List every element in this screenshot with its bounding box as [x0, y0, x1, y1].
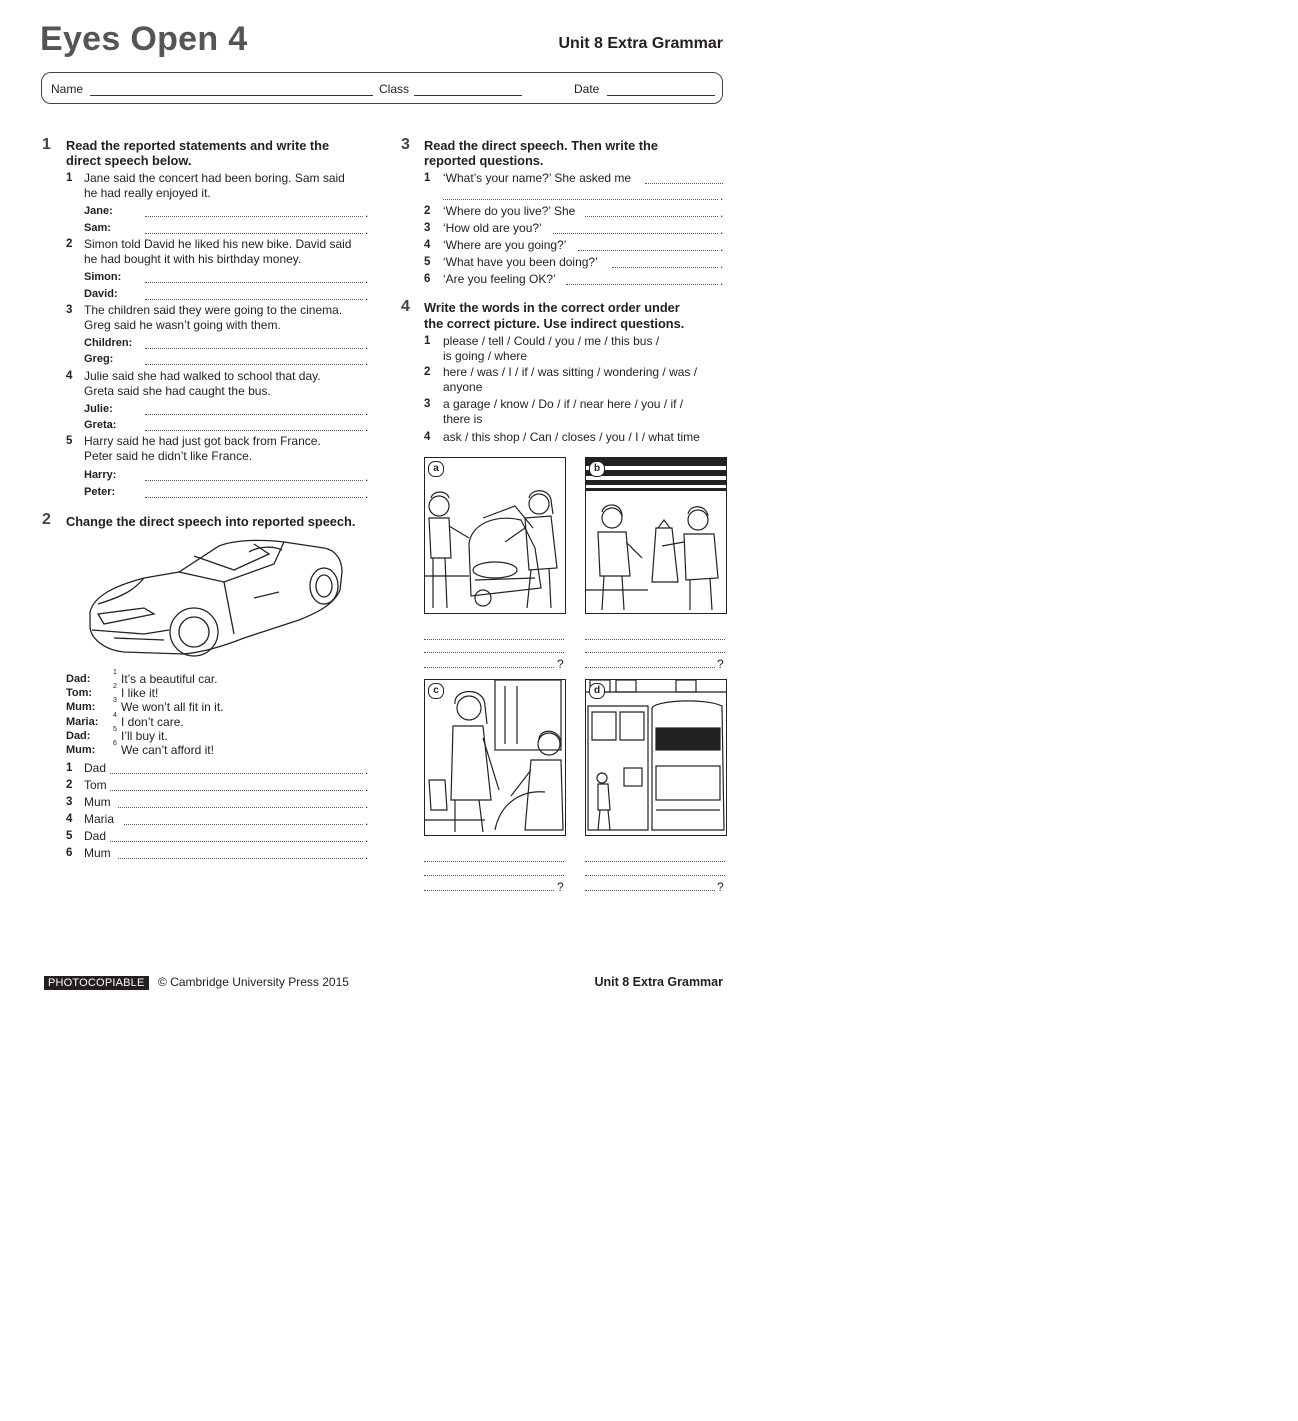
dialogue-speaker: Tom: — [66, 687, 93, 699]
exercise-3-title-line2: reported questions. — [424, 153, 544, 168]
ex1-item-number: 1 — [66, 172, 73, 184]
ex1-speaker: Sam: — [84, 222, 111, 234]
ex2-answer-number: 1 — [66, 762, 73, 774]
dialogue-line: I like it! — [121, 686, 159, 700]
ex1-speaker: Children: — [84, 337, 133, 349]
ex1-item-text: Jane said the concert had been boring. Sam said — [84, 171, 345, 185]
ex3-item-number: 1 — [424, 172, 431, 184]
ex1-answer-line[interactable] — [145, 414, 363, 415]
ex1-item-number: 5 — [66, 435, 73, 447]
exercise-2-number: 2 — [42, 511, 51, 528]
picture-c-answer-line[interactable] — [424, 875, 564, 876]
ex1-answer-line[interactable] — [145, 233, 363, 234]
ex3-item-text: ‘What’s your name?’ She asked me — [443, 171, 632, 185]
picture-a-answer-line[interactable] — [424, 667, 554, 668]
ex4-item-text: a garage / know / Do / if / near here / you / if / — [443, 397, 684, 411]
ex1-item-number: 4 — [66, 370, 73, 382]
ex1-item-text: Julie said she had walked to school that day. — [84, 369, 321, 383]
class-field[interactable] — [414, 95, 522, 96]
picture-d-answer-line[interactable] — [585, 890, 715, 891]
ex1-item-text: he had really enjoyed it. — [84, 186, 211, 200]
ex1-answer-line[interactable] — [145, 282, 363, 283]
exercise-1-title-line2: direct speech below. — [66, 153, 192, 168]
ex2-answer-name: Tom — [84, 778, 107, 792]
ex1-speaker: Greg: — [84, 353, 114, 365]
dialogue-ref-number: 4 — [113, 712, 117, 719]
ex4-item-number: 3 — [424, 398, 431, 410]
ex1-answer-line[interactable] — [145, 348, 363, 349]
ex1-item-text: he had bought it with his birthday money. — [84, 252, 302, 266]
ex2-answer-number: 5 — [66, 830, 73, 842]
exercise-4-title-line1: Write the words in the correct order under — [424, 300, 680, 315]
ex1-speaker: Harry: — [84, 469, 117, 481]
ex2-answer-line[interactable] — [118, 858, 363, 859]
photocopiable-tag: PHOTOCOPIABLE — [44, 976, 149, 990]
ex2-answer-name: Mum — [84, 846, 111, 860]
ex1-speaker: Jane: — [84, 205, 113, 217]
name-class-date-bar — [41, 72, 723, 104]
dialogue-line: We can’t afford it! — [121, 743, 214, 757]
picture-c-label: c — [428, 683, 444, 699]
exercise-2-title: Change the direct speech into reported speech. — [66, 514, 356, 529]
ex3-answer-line[interactable] — [553, 233, 718, 234]
exercise-3-title-line1: Read the direct speech. Then write the — [424, 138, 658, 153]
picture-b-answer-line[interactable] — [585, 639, 725, 640]
unit-title: Unit 8 Extra Grammar — [558, 35, 723, 52]
picture-b-answer-line[interactable] — [585, 667, 715, 668]
dialogue-ref-number: 5 — [113, 726, 117, 733]
exercise-1-title-line1: Read the reported statements and write the — [66, 138, 330, 153]
ex3-item-number: 3 — [424, 222, 431, 234]
ex2-answer-name: Dad — [84, 761, 107, 775]
ex3-item-number: 4 — [424, 239, 431, 251]
dialogue-speaker: Dad: — [66, 673, 91, 685]
ex3-item-number: 6 — [424, 273, 431, 285]
question-mark: ? — [717, 880, 724, 894]
picture-d-answer-line[interactable] — [585, 861, 725, 862]
ex3-item-number: 5 — [424, 256, 431, 268]
exercise-1-number: 1 — [42, 136, 51, 153]
picture-a-answer-line[interactable] — [424, 652, 564, 653]
dialogue-line: We won’t all fit in it. — [121, 700, 224, 714]
picture-b-shop — [585, 457, 727, 614]
brand-title: Eyes Open 4 — [40, 20, 248, 58]
ex2-answer-name: Mum — [84, 795, 111, 809]
dialogue-ref-number: 3 — [113, 697, 117, 704]
ex3-answer-line[interactable] — [585, 216, 718, 217]
ex1-item-number: 2 — [66, 238, 73, 250]
ex2-answer-line[interactable] — [118, 807, 363, 808]
ex3-item-text: ‘Where are you going?’ — [443, 238, 567, 252]
ex2-answer-number: 4 — [66, 813, 73, 825]
dialogue-speaker: Mum: — [66, 744, 96, 756]
picture-a-mechanic — [424, 457, 566, 614]
ex2-answer-number: 2 — [66, 779, 73, 791]
ex3-item-text: ‘How old are you?’ — [443, 221, 542, 235]
ex3-item-number: 2 — [424, 205, 431, 217]
exercise-4-title-line2: the correct picture. Use indirect questions. — [424, 316, 685, 331]
date-label: Date — [574, 82, 600, 96]
dialogue-ref-number: 6 — [113, 740, 117, 747]
ex2-answer-name: Maria — [84, 812, 115, 826]
bus-route-number: 518 — [1283, 1411, 1298, 1421]
ex2-answer-number: 6 — [66, 847, 73, 859]
footer-unit-title: Unit 8 Extra Grammar — [594, 975, 723, 989]
picture-c-cinema — [424, 679, 566, 836]
ex4-item-text: there is — [443, 412, 483, 426]
copyright-text: © Cambridge University Press 2015 — [158, 975, 349, 989]
ex4-item-number: 2 — [424, 366, 431, 378]
sports-car-illustration — [84, 534, 346, 662]
question-mark: ? — [557, 880, 564, 894]
ex1-answer-line[interactable] — [145, 216, 363, 217]
dialogue-line: I’ll buy it. — [121, 729, 168, 743]
ex1-item-text: Peter said he didn’t like France. — [84, 449, 253, 463]
ex1-speaker: Simon: — [84, 271, 122, 283]
exercise-3-number: 3 — [401, 136, 410, 153]
ex2-answer-number: 3 — [66, 796, 73, 808]
picture-a-answer-line[interactable] — [424, 639, 564, 640]
ex1-item-text: The children said they were going to the cinema. — [84, 303, 343, 317]
picture-d-label: d — [589, 683, 605, 699]
ex1-speaker: Peter: — [84, 486, 116, 498]
ex1-answer-line[interactable] — [145, 480, 363, 481]
dialogue-speaker: Dad: — [66, 730, 91, 742]
ex4-item-text: ask / this shop / Can / closes / you / I / what time — [443, 430, 700, 444]
exercise-4-number: 4 — [401, 298, 410, 315]
name-label: Name — [51, 82, 84, 96]
ex4-item-text: is going / where — [443, 349, 528, 363]
ex1-item-text: Greg said he wasn’t going with them. — [84, 318, 281, 332]
class-label: Class — [379, 82, 410, 96]
ex1-answer-line[interactable] — [145, 497, 363, 498]
ex4-item-text: here / was / I / if / was sitting / wondering / was / — [443, 365, 698, 379]
ex3-answer-line[interactable] — [645, 183, 723, 184]
dialogue-line: I don’t care. — [121, 715, 184, 729]
ex3-item-text: ‘Are you feeling OK?’ — [443, 272, 556, 286]
ex4-item-number: 4 — [424, 431, 431, 443]
picture-b-label: b — [589, 461, 605, 477]
picture-c-answer-line[interactable] — [424, 861, 564, 862]
ex1-item-number: 3 — [66, 304, 73, 316]
dialogue-speaker: Mum: — [66, 701, 96, 713]
dialogue-ref-number: 2 — [113, 683, 117, 690]
picture-c-answer-line[interactable] — [424, 890, 554, 891]
picture-d-answer-line[interactable] — [585, 875, 725, 876]
ex2-answer-line[interactable] — [110, 790, 363, 791]
name-field[interactable] — [90, 95, 373, 96]
ex4-item-text: anyone — [443, 380, 483, 394]
ex1-item-text: Simon told David he liked his new bike. David said — [84, 237, 352, 251]
ex2-answer-line[interactable] — [110, 773, 363, 774]
ex3-item-text: ‘What have you been doing?’ — [443, 255, 598, 269]
picture-a-label: a — [428, 461, 444, 477]
ex1-answer-line[interactable] — [145, 299, 363, 300]
ex4-item-number: 1 — [424, 335, 431, 347]
ex1-speaker: David: — [84, 288, 118, 300]
dialogue-speaker: Maria: — [66, 716, 99, 728]
ex2-answer-line[interactable] — [124, 824, 363, 825]
ex1-speaker: Greta: — [84, 419, 117, 431]
ex3-answer-line[interactable] — [578, 250, 718, 251]
ex2-answer-name: Dad — [84, 829, 107, 843]
date-field[interactable] — [607, 95, 715, 96]
dialogue-line: It’s a beautiful car. — [121, 672, 218, 686]
question-mark: ? — [557, 657, 564, 671]
dialogue-ref-number: 1 — [113, 669, 117, 676]
ex1-speaker: Julie: — [84, 403, 113, 415]
ex2-answer-line[interactable] — [110, 841, 363, 842]
ex3-answer-line[interactable] — [612, 267, 718, 268]
question-mark: ? — [717, 657, 724, 671]
ex1-item-text: Greta said she had caught the bus. — [84, 384, 271, 398]
ex1-answer-line[interactable] — [145, 430, 363, 431]
ex1-item-text: Harry said he had just got back from France. — [84, 434, 321, 448]
ex4-item-text: please / tell / Could / you / me / this bus / — [443, 334, 660, 348]
ex1-answer-line[interactable] — [145, 364, 363, 365]
ex3-answer-line[interactable] — [443, 199, 718, 200]
picture-b-answer-line[interactable] — [585, 652, 725, 653]
ex3-answer-line[interactable] — [566, 284, 718, 285]
ex3-item-text: ‘Where do you live?’ She — [443, 204, 576, 218]
